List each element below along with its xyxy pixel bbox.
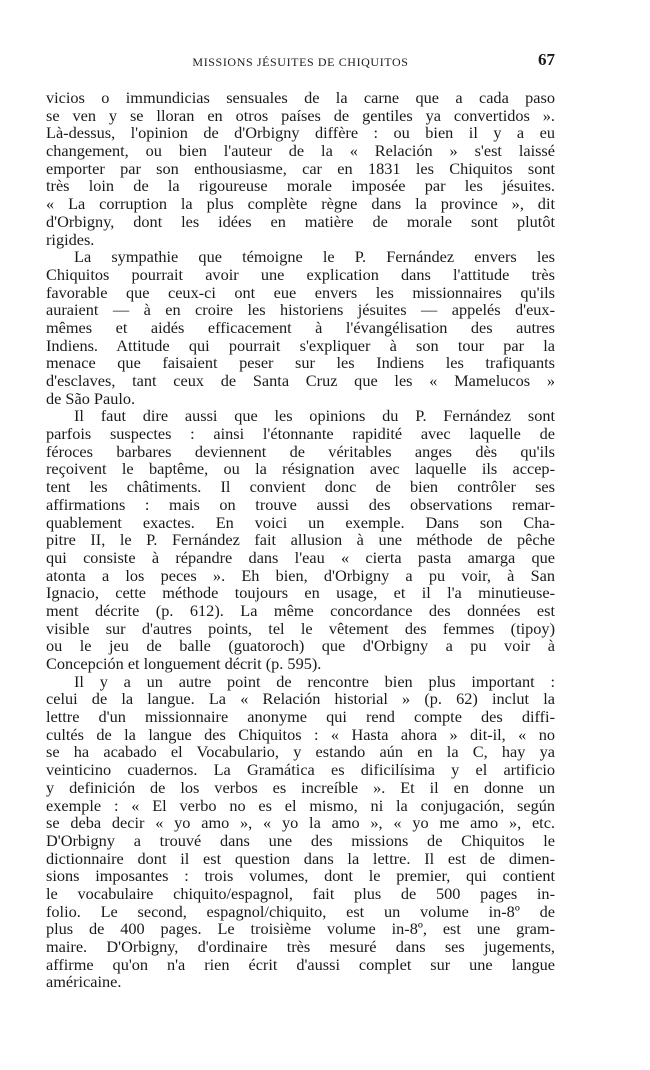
- text-line: tent les châtiments. Il convient donc de bien contrôler ses: [46, 477, 555, 497]
- text-line: favorable que ceux-ci ont eue envers les missionnaires qu'ils: [46, 282, 555, 302]
- text-line: changement, ou bien l'auteur de la « Relación » s'est laissé: [46, 141, 555, 161]
- text-line: folio. Le second, espagnol/chiquito, est un volume in-8º de: [46, 901, 555, 921]
- text-line: cultés de la langue des Chiquitos : « Hasta ahora » dit-il, « no: [46, 724, 555, 744]
- text-line: américaine.: [46, 972, 122, 992]
- text-line: affirmations : mais on trouve aussi des observations remar-: [46, 494, 555, 514]
- text-line: sions imposantes : trois volumes, dont le premier, qui contient: [46, 866, 555, 886]
- paragraph: [46, 248, 555, 407]
- page-number: 67: [538, 50, 555, 69]
- text-line: mêmes et aidés efficacement à l'évangélisation des autres: [46, 317, 555, 337]
- text-line: reçoivent le baptême, ou la résignation avec laquelle ils accep-: [46, 459, 555, 479]
- paragraph: [46, 407, 555, 672]
- text-line: lettre d'un missionnaire anonyme qui rend compte des diffi-: [46, 707, 555, 727]
- text-line: Il y a un autre point de rencontre bien plus important :: [74, 671, 555, 691]
- text-line: celui de la langue. La « Relación historial » (p. 62) inclut la: [46, 689, 555, 709]
- text-line: très loin de la rigoureuse morale imposée par les jésuites.: [46, 176, 555, 196]
- text-line: emporter par son enthousiasme, car en 1831 les Chiquitos sont: [46, 158, 555, 178]
- text-line: y definición de los verbos es increíble ». Et il en donne un: [46, 777, 555, 797]
- text-line: Là-dessus, l'opinion de d'Orbigny diffère : ou bien il y a eu: [46, 123, 555, 143]
- text-line: féroces barbares deviennent de véritables anges dès qu'ils: [46, 441, 555, 461]
- text-line: auraient — à en croire les historiens jésuites — appelés d'eux-: [46, 300, 555, 320]
- text-line: vicios o immundicias sensuales de la carne que a cada paso: [46, 88, 555, 107]
- text-line: se deba decir « yo amo », « yo la amo », « yo me amo », etc.: [46, 813, 555, 833]
- text-line: maire. D'Orbigny, d'ordinaire très mesuré dans ses jugements,: [46, 937, 555, 956]
- text-line: Ignacio, cette méthode toujours en usage, et il l'a minutieuse-: [46, 583, 555, 603]
- text-line: « La corruption la plus complète règne dans la province », dit: [46, 194, 555, 214]
- body-text: [46, 89, 555, 991]
- text-line: d'Orbigny, dont les idées en matière de morale sont plutôt: [46, 211, 555, 231]
- text-line: exemple : « El verbo no es el mismo, ni la conjugación, según: [46, 795, 555, 815]
- text-line: veinticino cuadernos. La Gramática es dificilísima y el artificio: [46, 760, 555, 780]
- running-title: MISSIONS JÉSUITES DE CHIQUITOS: [192, 55, 409, 69]
- text-line: de São Paulo.: [46, 388, 136, 408]
- text-line: d'esclaves, tant ceux de Santa Cruz que les « Mamelucos »: [46, 371, 555, 390]
- text-line: visible sur d'autres points, tel le vêtement des femmes (tipoy): [46, 618, 555, 638]
- text-line: parfois suspectes : ainsi l'étonnante rapidité avec laquelle de: [46, 424, 555, 444]
- text-line: dictionnaire dont il est question dans la lettre. Il est de dimen-: [46, 848, 555, 868]
- text-line: ment décrite (p. 612). La même concordance des données est: [46, 600, 555, 620]
- text-line: atonta a los peces ». Eh bien, d'Orbigny a pu voir, à San: [46, 565, 555, 585]
- text-line: se ha acabado el Vocabulario, y estando aún en la C, hay ya: [46, 742, 555, 762]
- text-line: Indiens. Attitude qui pourrait s'expliquer à son tour par la: [46, 335, 555, 355]
- text-line: pitre II, le P. Fernández fait allusion à une méthode de pêche: [46, 530, 555, 550]
- text-line: se ven y se lloran en otros países de gentiles ya convertidos ».: [46, 105, 555, 125]
- text-line: le vocabulaire chiquito/espagnol, fait plus de 500 pages in-: [46, 883, 555, 903]
- text-line: rigides.: [46, 229, 95, 249]
- text-line: qui consiste à répandre dans l'eau « cierta pasta amarga que: [46, 547, 555, 567]
- paragraph: [46, 673, 555, 991]
- text-line: Chiquitos pourrait avoir une explication dans l'attitude très: [46, 264, 555, 284]
- text-line: affirme qu'on n'a rien écrit d'aussi complet sur une langue: [46, 954, 555, 974]
- page-header: [46, 50, 555, 70]
- text-line: Concepción et longuement décrit (p. 595).: [46, 654, 322, 673]
- text-line: menace que faisaient peser sur les Indiens les trafiquants: [46, 353, 555, 373]
- text-line: plus de 400 pages. Le troisième volume in-8º, est une gram-: [46, 919, 555, 939]
- text-line: ou le jeu de balle (guatoroch) que d'Orbigny a pu voir à: [46, 636, 555, 656]
- text-line: quablement exactes. En voici un exemple. Dans son Cha-: [46, 512, 555, 532]
- text-line: La sympathie que témoigne le P. Fernández envers les: [74, 247, 555, 267]
- text-line: D'Orbigny a trouvé dans une des missions de Chiquitos le: [46, 830, 555, 850]
- text-line: Il faut dire aussi que les opinions du P. Fernández sont: [74, 406, 555, 426]
- paragraph: [46, 89, 555, 248]
